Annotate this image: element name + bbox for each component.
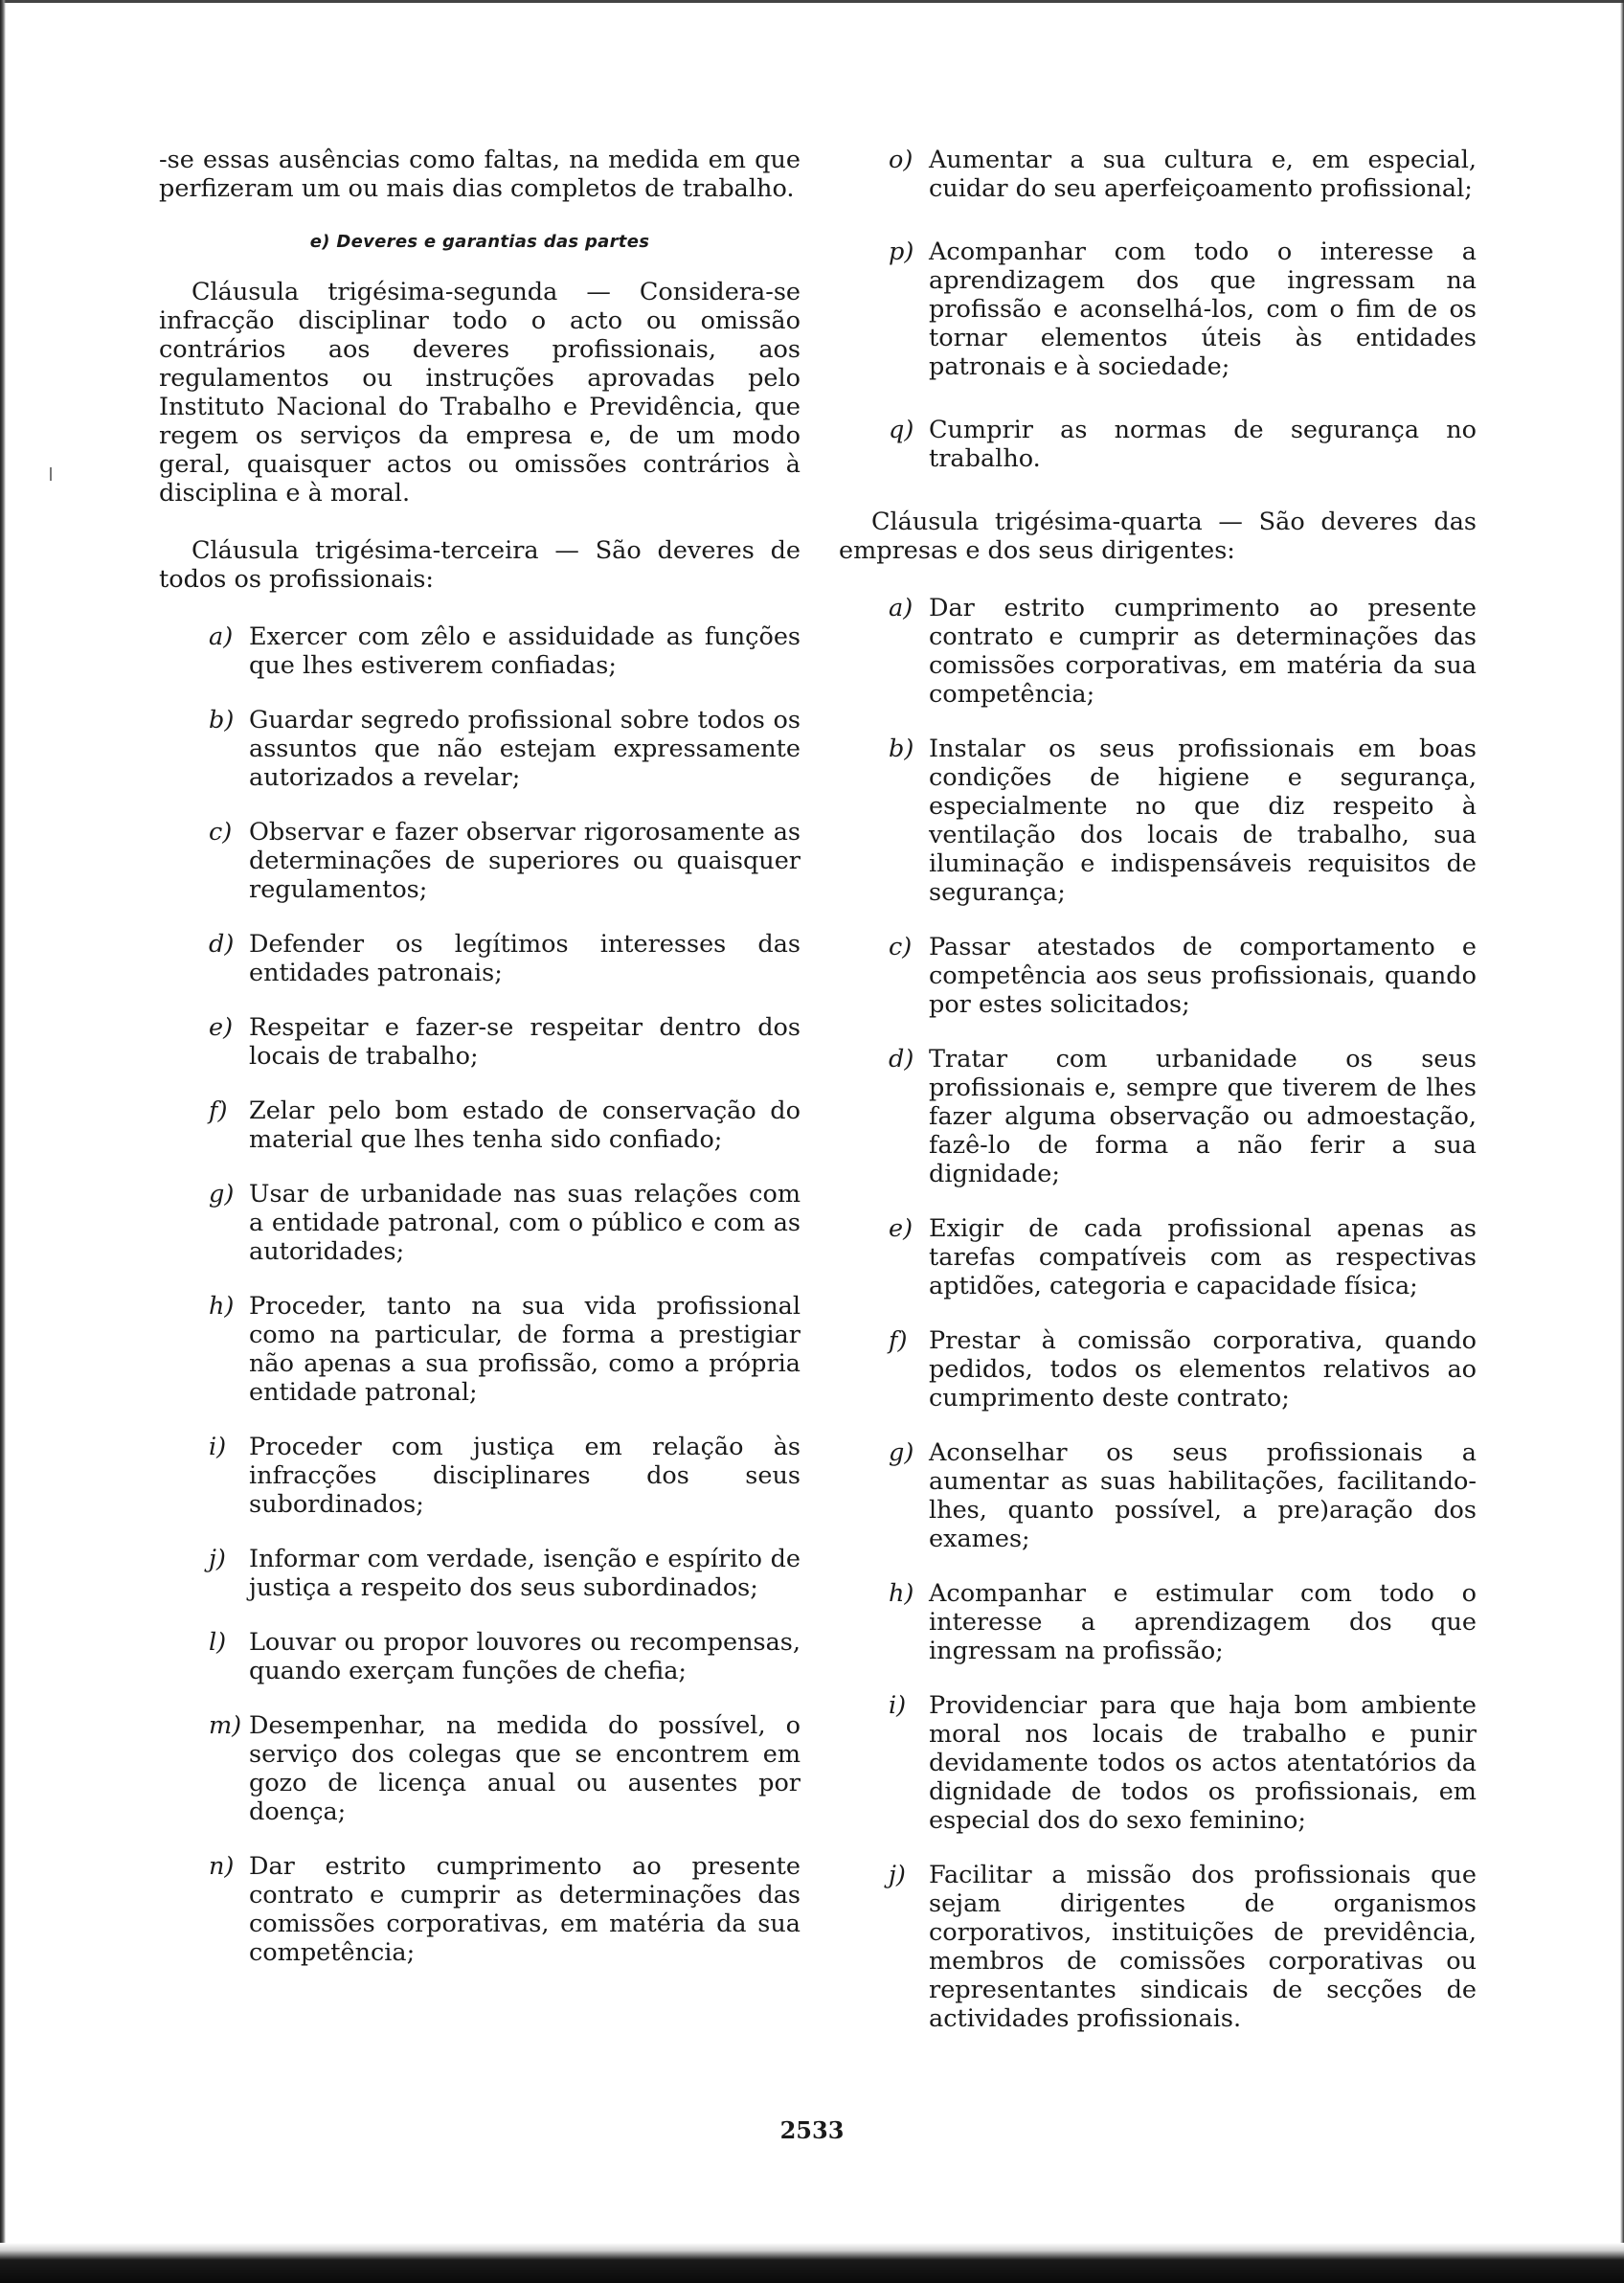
scan-edge-right (1620, 0, 1624, 2283)
item-marker: c) (209, 818, 233, 847)
item-marker: q) (889, 416, 914, 444)
item-text: Prestar à comissão corporativa, quando pedidos, todos os elementos relativos ao cumprimento deste contrato; (929, 1326, 1477, 1413)
right-column (839, 146, 1477, 2059)
item-text: Aconselhar os seus profissionais a aumentar as suas habilitações, facilitando-lhes, quanto possível, a pre)aração dos exames; (929, 1438, 1477, 1553)
item-marker: i) (209, 1433, 227, 1461)
item-marker: b) (889, 735, 914, 763)
page-number: 2533 (779, 2116, 845, 2144)
scan-edge-left (0, 0, 6, 2283)
item-text: Dar estrito cumprimento ao presente contrato e cumprir as determinações das comissões corporativas, em matéria da sua competência; (929, 594, 1477, 709)
duties-list-companies (839, 594, 1477, 2033)
list-item (159, 930, 801, 987)
list-item (159, 1096, 801, 1154)
scan-edge-bottom (0, 2243, 1624, 2283)
item-text: Dar estrito cumprimento ao presente contrato e cumprir as determinações das comissões corporativas, em matéria da sua competência; (249, 1852, 801, 1967)
item-text: Acompanhar e estimular com todo o interesse a aprendizagem dos que ingressam na profissão; (929, 1579, 1477, 1665)
item-marker: i) (889, 1691, 907, 1720)
list-item (159, 1545, 801, 1602)
item-text: Exigir de cada profissional apenas as tarefas compatíveis com as respectivas aptidões, categoria e capacidade física; (929, 1214, 1477, 1300)
item-text: Cumprir as normas de segurança no trabalho. (929, 416, 1477, 473)
item-marker: e) (889, 1214, 914, 1243)
left-column (159, 146, 801, 1993)
list-item (159, 1852, 801, 1967)
list-item (159, 1180, 801, 1266)
item-text: Passar atestados de comportamento e competência aos seus profissionais, quando por estes solicitados; (929, 933, 1477, 1019)
list-item (839, 416, 1477, 473)
item-marker: p) (889, 237, 914, 266)
list-item (159, 1292, 801, 1407)
item-marker: g) (209, 1180, 235, 1209)
item-marker: b) (209, 706, 235, 735)
item-text: Respeitar e fazer-se respeitar dentro dos locais de trabalho; (249, 1013, 801, 1071)
clause-34: Cláusula trigésima-quarta — São deveres das empresas e dos seus dirigentes: (839, 508, 1477, 565)
item-marker: m) (209, 1711, 242, 1740)
clause-33: Cláusula trigésima-terceira — São deveres de todos os profissionais: (159, 536, 801, 594)
item-text: Zelar pelo bom estado de conservação do material que lhes tenha sido confiado; (249, 1096, 801, 1154)
item-text: Instalar os seus profissionais em boas condições de higiene e segurança, especialmente no que diz respeito à ventilação dos locais de trabalho, sua iluminação e indispensáveis requisitos de segurança; (929, 735, 1477, 907)
duties-list-professionals (159, 622, 801, 1967)
list-item (839, 1438, 1477, 1553)
item-text: Desempenhar, na medida do possível, o serviço dos colegas que se encontrem em gozo de licença anual ou ausentes por doença; (249, 1711, 801, 1826)
item-text: Proceder, tanto na sua vida profissional como na particular, de forma a prestigiar não apenas a sua profissão, como a própria entidade patronal; (249, 1292, 801, 1407)
item-marker: j) (209, 1545, 226, 1573)
list-item (839, 1214, 1477, 1300)
item-marker: h) (209, 1292, 235, 1321)
list-item (839, 1861, 1477, 2033)
list-item (839, 1045, 1477, 1188)
item-text: Usar de urbanidade nas suas relações com a entidade patronal, com o público e com as autoridades; (249, 1180, 801, 1266)
list-item (159, 1433, 801, 1519)
item-text: Aumentar a sua cultura e, em especial, cuidar do seu aperfeiçoamento profissional; (929, 146, 1477, 203)
item-text: Tratar com urbanidade os seus profissionais e, sempre que tiverem de lhes fazer alguma observação ou admoestação, fazê-lo de forma a não ferir a sua dignidade; (929, 1045, 1477, 1188)
item-marker: n) (209, 1852, 235, 1881)
list-item (839, 146, 1477, 203)
list-item (159, 1628, 801, 1685)
item-text: Louvar ou propor louvores ou recompensas, quando exerçam funções de chefia; (249, 1628, 801, 1685)
item-text: Exercer com zêlo e assiduidade as funções que lhes estiverem confiadas; (249, 622, 801, 680)
item-text: Facilitar a missão dos profissionais que sejam dirigentes de organismos corporativos, instituições de previdência, membros de comissões corporativas ou representantes sindicais de secções de actividades profissionais. (929, 1861, 1477, 2033)
intro-paragraph: -se essas ausências como faltas, na medida em que perfizeram um ou mais dias completos de trabalho. (159, 146, 801, 203)
list-item (839, 1691, 1477, 1835)
list-item (159, 706, 801, 792)
section-heading: e) Deveres e garantias das partes (309, 232, 650, 252)
item-marker: h) (889, 1579, 914, 1608)
item-marker: c) (889, 933, 913, 961)
item-marker: g) (889, 1438, 914, 1467)
item-text: Acompanhar com todo o interesse a aprendizagem dos que ingressam na profissão e aconselhá-los, com o fim de os tornar elementos úteis às entidades patronais e à sociedade; (929, 237, 1477, 381)
list-item (159, 1013, 801, 1071)
list-item (839, 1579, 1477, 1665)
item-marker: j) (889, 1861, 906, 1889)
item-text: Guardar segredo profissional sobre todos os assuntos que não estejam expressamente autorizados a revelar; (249, 706, 801, 792)
list-item (159, 1711, 801, 1826)
item-marker: e) (209, 1013, 234, 1042)
item-text: Observar e fazer observar rigorosamente as determinações de superiores ou quaisquer regulamentos; (249, 818, 801, 904)
list-item (839, 1326, 1477, 1413)
scan-edge-top (0, 0, 1624, 3)
item-text: Informar com verdade, isenção e espírito de justiça a respeito dos seus subordinados; (249, 1545, 801, 1602)
list-item (839, 594, 1477, 709)
list-item (839, 735, 1477, 907)
item-marker: f) (889, 1326, 908, 1355)
item-text: Defender os legítimos interesses das entidades patronais; (249, 930, 801, 987)
item-marker: f) (209, 1096, 228, 1125)
item-marker: a) (889, 594, 914, 622)
list-item (839, 237, 1477, 381)
item-marker: a) (209, 622, 234, 651)
item-text: Proceder com justiça em relação às infracções disciplinares dos seus subordinados; (249, 1433, 801, 1519)
item-text: Providenciar para que haja bom ambiente moral nos locais de trabalho e punir devidamente todos os actos atentatórios da dignidade de todos os profissionais, em especial dos do sexo feminino; (929, 1691, 1477, 1835)
scan-speck (50, 467, 52, 481)
clause-32: Cláusula trigésima-segunda — Considera-se infracção disciplinar todo o acto ou omissão contrários aos deveres profissionais, aos regulamentos ou instruções aprovadas pelo Instituto Nacional do Trabalho e Previdência, que regem os serviços da empresa e, de um modo geral, quaisquer actos ou omissões contrários à disciplina e à moral. (159, 278, 801, 508)
list-item (159, 818, 801, 904)
item-marker: o) (889, 146, 914, 174)
list-item (159, 622, 801, 680)
list-item (839, 933, 1477, 1019)
item-marker: l) (209, 1628, 227, 1657)
item-marker: d) (209, 930, 235, 959)
item-marker: d) (889, 1045, 914, 1074)
duties-list-continued (839, 146, 1477, 473)
